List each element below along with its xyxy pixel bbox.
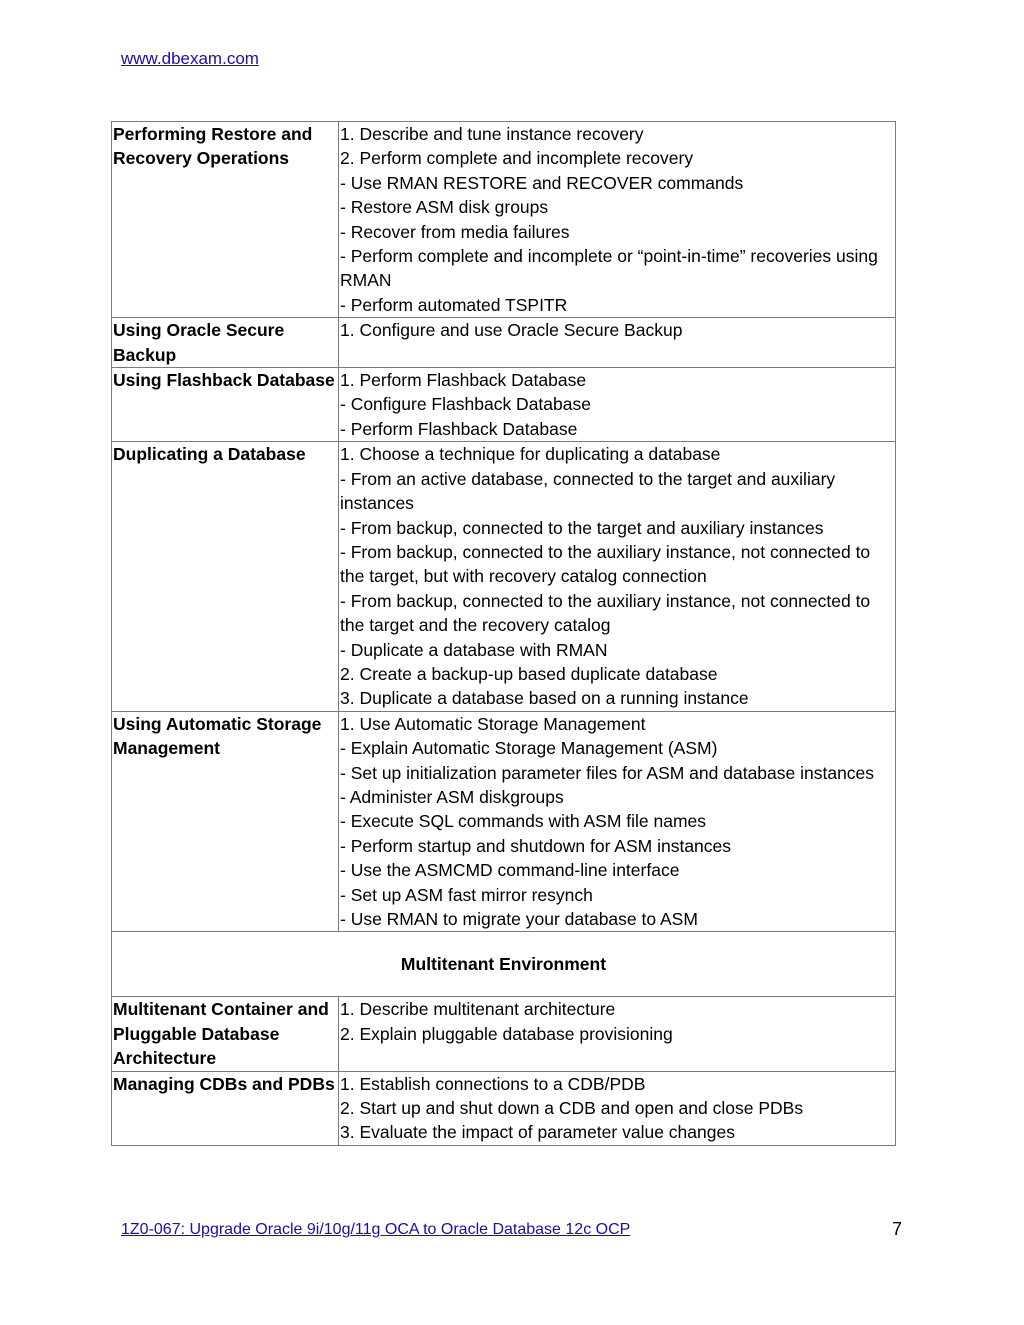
section-row xyxy=(112,932,896,997)
table-row xyxy=(112,997,896,1071)
objective-item: 1. Configure and use Oracle Secure Backup xyxy=(340,320,683,341)
table-row xyxy=(112,442,896,711)
objectives-cell xyxy=(339,318,896,368)
objective-item: 2. Perform complete and incomplete recovery xyxy=(340,148,694,169)
objective-item: 1. Perform Flashback Database xyxy=(340,370,587,391)
objectives-cell xyxy=(339,122,896,318)
objective-item: 1. Describe and tune instance recovery xyxy=(340,124,644,144)
topic-cell: Using Oracle Secure Backup xyxy=(112,318,339,368)
header-site-link[interactable]: www.dbexam.com xyxy=(121,49,259,68)
objective-item: - Set up ASM fast mirror resynch xyxy=(340,884,593,905)
objective-item: - Perform startup and shutdown for ASM instances xyxy=(340,835,732,856)
objective-item: - Duplicate a database with RMAN xyxy=(340,639,608,660)
topic-cell: Multitenant Container and Pluggable Database Architecture xyxy=(112,997,339,1071)
section-heading: Multitenant Environment xyxy=(112,932,896,997)
topic-cell: Managing CDBs and PDBs xyxy=(112,1071,339,1145)
table-row xyxy=(112,368,896,442)
objective-item: 1. Choose a technique for duplicating a database xyxy=(340,444,721,465)
objective-item: - From an active database, connected to the target and auxiliary instances xyxy=(340,468,836,514)
objectives-cell xyxy=(339,997,896,1071)
objective-item: 2. Create a backup-up based duplicate database xyxy=(340,663,718,684)
topic-cell: Duplicating a Database xyxy=(112,442,339,711)
objective-item: - Use the ASMCMD command-line interface xyxy=(340,860,680,881)
exam-topics-table xyxy=(111,121,896,1146)
objective-item: - From backup, connected to the target and auxiliary instances xyxy=(340,517,824,538)
objective-item: 2. Start up and shut down a CDB and open and close PDBs xyxy=(340,1098,804,1119)
objectives-cell xyxy=(339,442,896,711)
table-row xyxy=(112,318,896,368)
topic-cell: Using Flashback Database xyxy=(112,368,339,442)
objective-item: - Configure Flashback Database xyxy=(340,394,591,415)
objective-item: - Use RMAN RESTORE and RECOVER commands xyxy=(340,172,744,193)
objective-item: 1. Establish connections to a CDB/PDB xyxy=(340,1073,646,1094)
objective-item: - Set up initialization parameter files for ASM and database instances xyxy=(340,762,875,783)
objective-item: - Restore ASM disk groups xyxy=(340,197,549,218)
objectives-cell xyxy=(339,711,896,932)
table-row xyxy=(112,711,896,932)
objective-item: - Use RMAN to migrate your database to ASM xyxy=(340,909,698,929)
objective-item: - Execute SQL commands with ASM file names xyxy=(340,811,707,832)
table-row xyxy=(112,1071,896,1145)
objective-item: 3. Evaluate the impact of parameter value changes xyxy=(340,1122,735,1143)
objectives-cell xyxy=(339,1071,896,1145)
objective-item: 1. Describe multitenant architecture xyxy=(340,999,616,1020)
objective-item: - Explain Automatic Storage Management (ASM) xyxy=(340,738,718,759)
topic-cell: Performing Restore and Recovery Operations xyxy=(112,122,339,318)
page-number: 7 xyxy=(892,1219,903,1239)
footer-exam-link[interactable]: 1Z0-067: Upgrade Oracle 9i/10g/11g OCA to Oracle Database 12c OCP xyxy=(121,1221,631,1238)
objective-item: - Administer ASM diskgroups xyxy=(340,786,564,807)
objective-item: - Perform automated TSPITR xyxy=(340,294,568,315)
objectives-cell xyxy=(339,368,896,442)
objective-item: 2. Explain pluggable database provisioning xyxy=(340,1023,673,1044)
objective-item: - Perform Flashback Database xyxy=(340,418,578,439)
topic-cell: Using Automatic Storage Management xyxy=(112,711,339,932)
objective-item: - Perform complete and incomplete or “point-in-time” recoveries using RMAN xyxy=(340,246,878,291)
objective-item: - From backup, connected to the auxiliary instance, not connected to the target, but with recovery catalog connection xyxy=(340,541,871,587)
objective-item: 1. Use Automatic Storage Management xyxy=(340,713,646,734)
objective-item: - From backup, connected to the auxiliary instance, not connected to the target and the recovery catalog xyxy=(340,590,871,636)
objective-item: - Recover from media failures xyxy=(340,221,570,242)
objective-item: 3. Duplicate a database based on a running instance xyxy=(340,688,749,709)
table-row xyxy=(112,122,896,318)
